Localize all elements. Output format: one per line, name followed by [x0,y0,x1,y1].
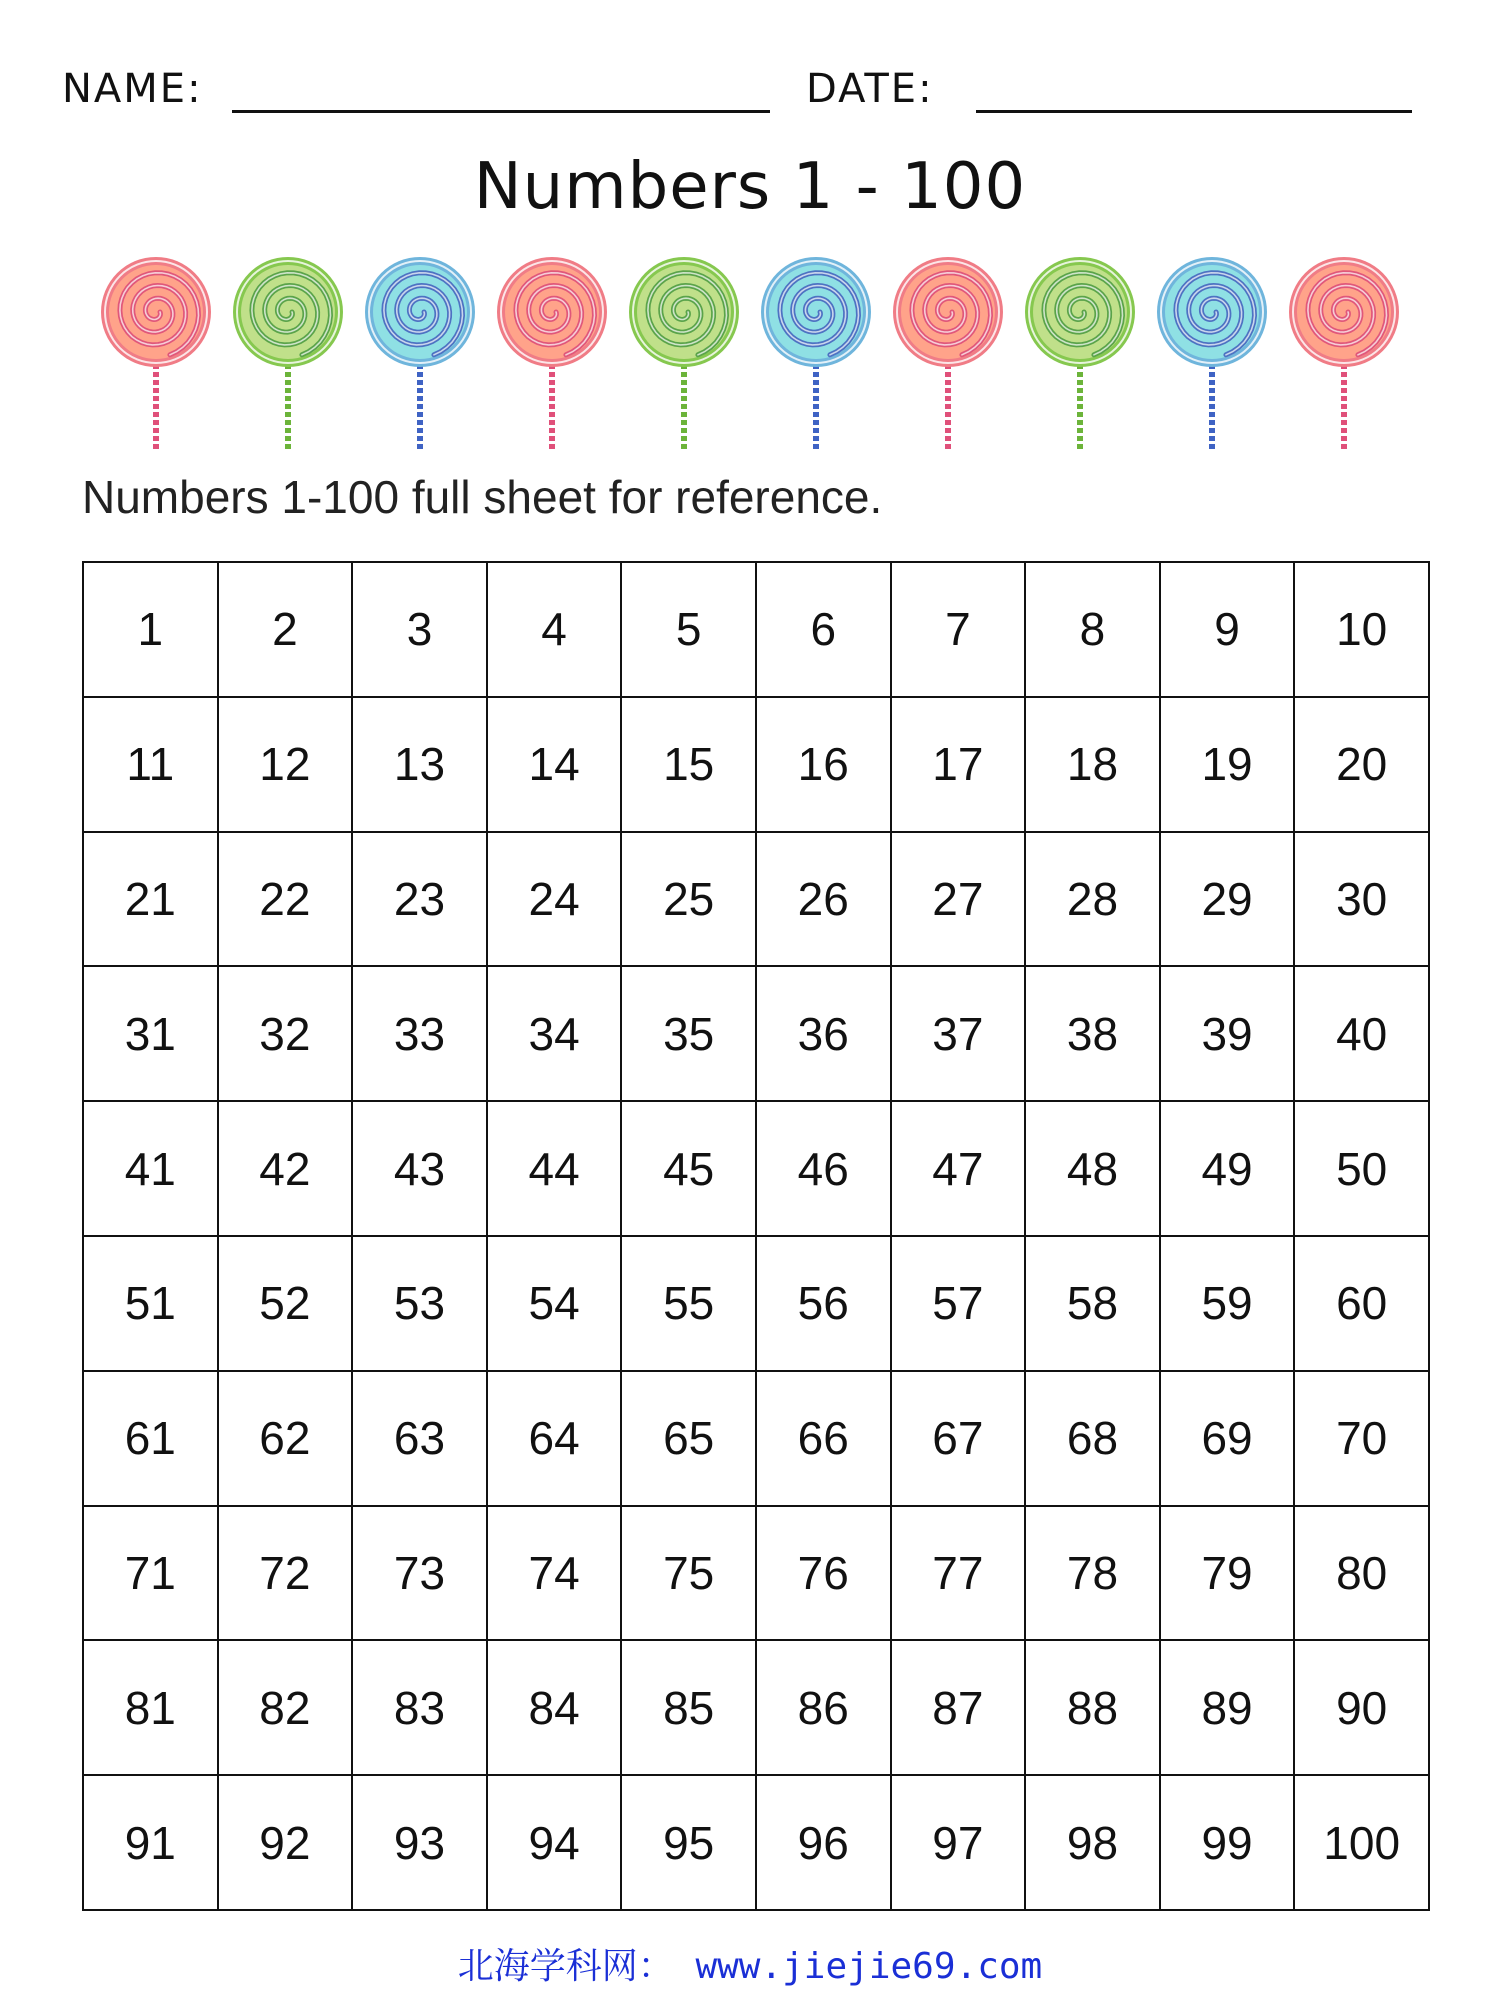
grid-cell: 46 [756,1101,891,1236]
grid-cell: 29 [1160,832,1295,967]
grid-cell: 48 [1025,1101,1160,1236]
name-label: NAME: [62,66,203,112]
grid-cell: 62 [218,1371,353,1506]
grid-cell: 3 [352,562,487,697]
grid-cell: 76 [756,1506,891,1641]
lollipop-pink-icon [101,257,211,452]
grid-row [83,832,1429,967]
grid-cell: 18 [1025,697,1160,832]
lollipop-blue-icon [761,257,871,452]
grid-cell: 33 [352,966,487,1101]
grid-cell: 40 [1294,966,1429,1101]
grid-cell: 84 [487,1640,622,1775]
grid-cell: 11 [83,697,218,832]
grid-row [83,1506,1429,1641]
name-line[interactable] [232,110,770,113]
grid-cell: 94 [487,1775,622,1910]
grid-cell: 51 [83,1236,218,1371]
grid-cell: 47 [891,1101,1026,1236]
grid-cell: 55 [621,1236,756,1371]
footer-watermark: 北海学科网： www.jiejie69.com [457,1946,1043,1987]
lollipop-blue-icon [365,257,475,452]
grid-cell: 75 [621,1506,756,1641]
grid-cell: 26 [756,832,891,967]
grid-cell: 60 [1294,1236,1429,1371]
grid-cell: 17 [891,697,1026,832]
grid-cell: 19 [1160,697,1295,832]
grid-cell: 27 [891,832,1026,967]
grid-cell: 22 [218,832,353,967]
grid-cell: 54 [487,1236,622,1371]
grid-cell: 95 [621,1775,756,1910]
grid-cell: 66 [756,1371,891,1506]
grid-row [83,1640,1429,1775]
lollipop-blue-icon [1157,257,1267,452]
grid-cell: 35 [621,966,756,1101]
grid-cell: 32 [218,966,353,1101]
grid-cell: 31 [83,966,218,1101]
lollipop-green-icon [629,257,739,452]
grid-cell: 34 [487,966,622,1101]
grid-cell: 41 [83,1101,218,1236]
grid-cell: 36 [756,966,891,1101]
grid-cell: 6 [756,562,891,697]
grid-cell: 15 [621,697,756,832]
grid-cell: 69 [1160,1371,1295,1506]
grid-cell: 73 [352,1506,487,1641]
lollipop-pink-icon [1289,257,1399,452]
date-line[interactable] [976,110,1412,113]
grid-cell: 61 [83,1371,218,1506]
grid-cell: 20 [1294,697,1429,832]
grid-cell: 49 [1160,1101,1295,1236]
grid-cell: 21 [83,832,218,967]
grid-cell: 79 [1160,1506,1295,1641]
grid-cell: 85 [621,1640,756,1775]
grid-cell: 1 [83,562,218,697]
grid-cell: 13 [352,697,487,832]
grid-cell: 77 [891,1506,1026,1641]
grid-cell: 98 [1025,1775,1160,1910]
grid-row [83,1775,1429,1910]
grid-cell: 14 [487,697,622,832]
grid-cell: 4 [487,562,622,697]
grid-cell: 58 [1025,1236,1160,1371]
grid-cell: 100 [1294,1775,1429,1910]
grid-cell: 43 [352,1101,487,1236]
grid-cell: 9 [1160,562,1295,697]
lollipop-green-icon [1025,257,1135,452]
grid-cell: 86 [756,1640,891,1775]
grid-row [83,1371,1429,1506]
grid-cell: 53 [352,1236,487,1371]
grid-cell: 16 [756,697,891,832]
date-label: DATE: [806,66,934,112]
grid-cell: 52 [218,1236,353,1371]
grid-cell: 92 [218,1775,353,1910]
grid-cell: 71 [83,1506,218,1641]
page-title: Numbers 1 - 100 [473,150,1027,224]
grid-cell: 44 [487,1101,622,1236]
grid-cell: 74 [487,1506,622,1641]
grid-cell: 90 [1294,1640,1429,1775]
grid-cell: 28 [1025,832,1160,967]
grid-row [83,562,1429,697]
grid-cell: 63 [352,1371,487,1506]
grid-cell: 68 [1025,1371,1160,1506]
grid-cell: 42 [218,1101,353,1236]
grid-row [83,1236,1429,1371]
lollipop-pink-icon [893,257,1003,452]
grid-cell: 89 [1160,1640,1295,1775]
grid-cell: 38 [1025,966,1160,1101]
grid-cell: 10 [1294,562,1429,697]
number-grid [82,561,1430,1911]
grid-cell: 83 [352,1640,487,1775]
grid-cell: 12 [218,697,353,832]
grid-cell: 8 [1025,562,1160,697]
grid-cell: 5 [621,562,756,697]
grid-cell: 23 [352,832,487,967]
grid-cell: 70 [1294,1371,1429,1506]
grid-cell: 93 [352,1775,487,1910]
subtitle: Numbers 1-100 full sheet for reference. [82,471,883,523]
grid-cell: 50 [1294,1101,1429,1236]
lollipop-green-icon [233,257,343,452]
grid-cell: 72 [218,1506,353,1641]
grid-row [83,1101,1429,1236]
grid-cell: 45 [621,1101,756,1236]
grid-cell: 99 [1160,1775,1295,1910]
grid-cell: 59 [1160,1236,1295,1371]
grid-cell: 81 [83,1640,218,1775]
grid-cell: 78 [1025,1506,1160,1641]
grid-cell: 91 [83,1775,218,1910]
grid-cell: 56 [756,1236,891,1371]
grid-cell: 57 [891,1236,1026,1371]
lollipop-pink-icon [497,257,607,452]
grid-cell: 97 [891,1775,1026,1910]
grid-cell: 30 [1294,832,1429,967]
grid-cell: 37 [891,966,1026,1101]
grid-cell: 7 [891,562,1026,697]
lollipop-row [90,252,1410,457]
grid-row [83,697,1429,832]
grid-cell: 82 [218,1640,353,1775]
grid-cell: 2 [218,562,353,697]
grid-cell: 96 [756,1775,891,1910]
grid-row [83,966,1429,1101]
grid-cell: 67 [891,1371,1026,1506]
grid-cell: 87 [891,1640,1026,1775]
grid-cell: 65 [621,1371,756,1506]
grid-cell: 64 [487,1371,622,1506]
grid-cell: 80 [1294,1506,1429,1641]
grid-cell: 25 [621,832,756,967]
grid-cell: 39 [1160,966,1295,1101]
grid-cell: 88 [1025,1640,1160,1775]
grid-cell: 24 [487,832,622,967]
